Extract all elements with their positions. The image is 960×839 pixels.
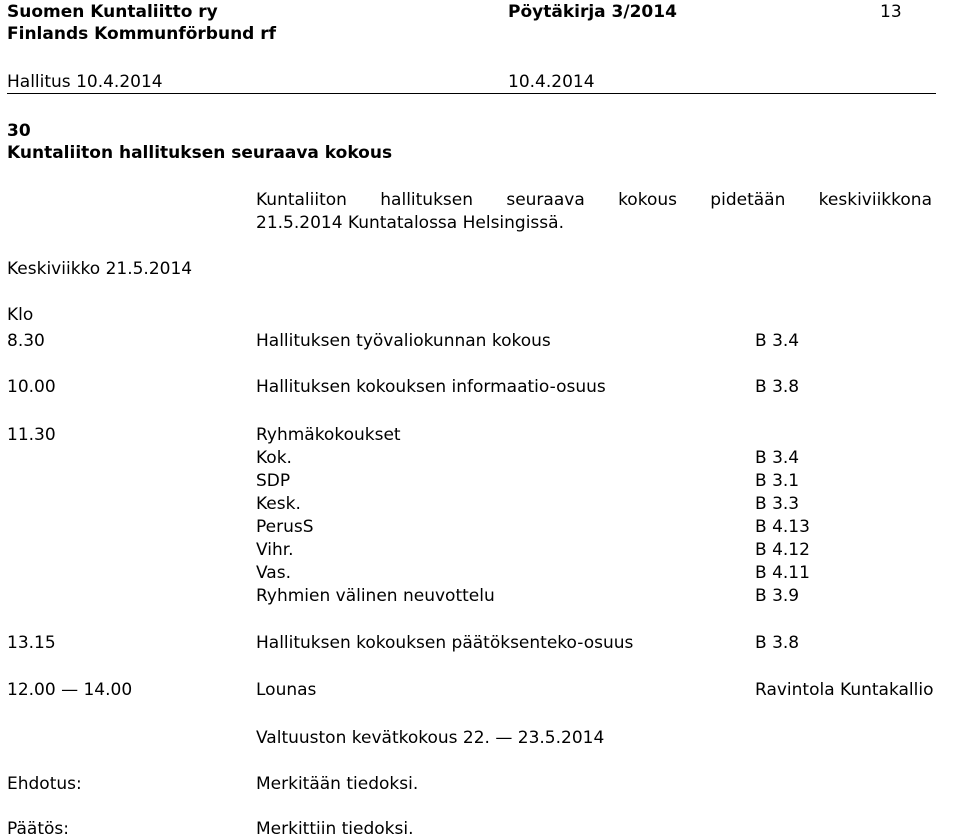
group-name: SDP bbox=[256, 471, 291, 491]
decision-label: Päätös: bbox=[7, 819, 69, 839]
schedule-item: Ryhmäkokoukset bbox=[256, 425, 401, 445]
meeting-label: Hallitus 10.4.2014 bbox=[7, 72, 163, 92]
group-room: B 4.13 bbox=[755, 517, 810, 537]
schedule-time: 13.15 bbox=[7, 633, 56, 653]
group-room: B 4.11 bbox=[755, 563, 810, 583]
proposal-text: Merkitään tiedoksi. bbox=[256, 774, 419, 794]
group-room: B 3.9 bbox=[755, 586, 800, 606]
group-room: B 4.12 bbox=[755, 540, 810, 560]
schedule-room: Ravintola Kuntakallio bbox=[755, 680, 934, 700]
proposal-label: Ehdotus: bbox=[7, 774, 82, 794]
document-title: Pöytäkirja 3/2014 bbox=[508, 2, 677, 22]
schedule-item: Hallituksen työvaliokunnan kokous bbox=[256, 331, 551, 351]
page-number: 13 bbox=[880, 2, 902, 22]
group-name: Ryhmien välinen neuvottelu bbox=[256, 586, 495, 606]
schedule-time: 12.00 — 14.00 bbox=[7, 680, 133, 700]
meeting-date: 10.4.2014 bbox=[508, 72, 595, 92]
organization-name-fi: Suomen Kuntaliitto ry bbox=[7, 2, 218, 22]
intro-paragraph-line2: 21.5.2014 Kuntatalossa Helsingissä. bbox=[256, 213, 564, 233]
group-name: Kesk. bbox=[256, 494, 301, 514]
schedule-item: Hallituksen kokouksen informaatio-osuus bbox=[256, 377, 606, 397]
schedule-room: B 3.8 bbox=[755, 377, 800, 397]
schedule-time: 10.00 bbox=[7, 377, 56, 397]
schedule-room: B 3.4 bbox=[755, 331, 800, 351]
schedule-room: B 3.8 bbox=[755, 633, 800, 653]
group-name: Vihr. bbox=[256, 540, 294, 560]
group-name: Kok. bbox=[256, 448, 292, 468]
schedule-item: Hallituksen kokouksen päätöksenteko-osuus bbox=[256, 633, 634, 653]
header-divider bbox=[7, 93, 936, 94]
group-room: B 3.3 bbox=[755, 494, 800, 514]
council-meeting-note: Valtuuston kevätkokous 22. — 23.5.2014 bbox=[256, 728, 605, 748]
section-number: 30 bbox=[7, 121, 31, 141]
intro-paragraph-line1: Kuntaliiton hallituksen seuraava kokous pidetään keskiviikkona bbox=[256, 190, 932, 210]
group-room: B 3.4 bbox=[755, 448, 800, 468]
schedule-time: 8.30 bbox=[7, 331, 45, 351]
organization-name-sv: Finlands Kommunförbund rf bbox=[7, 24, 277, 44]
schedule-item: Lounas bbox=[256, 680, 317, 700]
section-title: Kuntaliiton hallituksen seuraava kokous bbox=[7, 143, 393, 163]
schedule-time: 11.30 bbox=[7, 425, 56, 445]
time-column-label: Klo bbox=[7, 305, 34, 325]
group-name: Vas. bbox=[256, 563, 291, 583]
decision-text: Merkittiin tiedoksi. bbox=[256, 819, 414, 839]
meeting-day: Keskiviikko 21.5.2014 bbox=[7, 259, 193, 279]
group-name: PerusS bbox=[256, 517, 314, 537]
group-room: B 3.1 bbox=[755, 471, 800, 491]
